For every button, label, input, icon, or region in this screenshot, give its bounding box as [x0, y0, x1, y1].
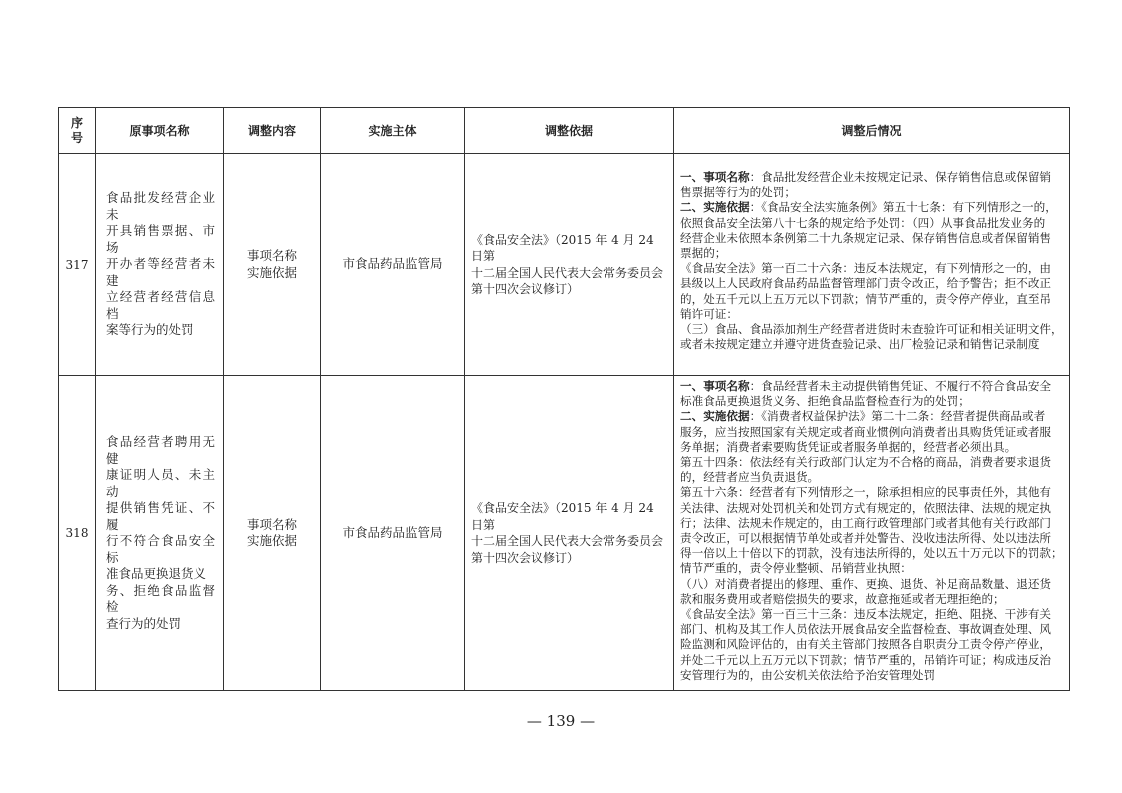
line-text: 或者未按规定建立并遵守进货查验记录、出厂检验记录和销售记录制度: [680, 337, 1040, 352]
text-line: [680, 307, 1065, 322]
text-line: [680, 622, 1065, 637]
text-line: [680, 409, 1065, 424]
text-line: [680, 292, 1065, 307]
header-row: [59, 108, 1070, 154]
line-text: 务单据；消费者索要购货凭证或者服务单据的，经营者必须出具。: [680, 439, 1017, 454]
line-text: 标准食品更换退货义务、拒绝食品监督检查行为的处罚；: [680, 394, 970, 409]
text-line: 案等行为的处罚: [106, 322, 194, 338]
text-line: [680, 668, 1065, 683]
line-text: 《食品安全法》第一百二十六条：违反本法规定，有下列情形之一的，由: [680, 261, 1052, 276]
header-original-name: 原事项名称: [96, 108, 224, 154]
header-no: [59, 108, 96, 154]
original-item-name: [96, 376, 224, 691]
line-text: 票据的；: [680, 246, 727, 261]
text-line: [680, 425, 1065, 440]
line-text: 责令改正，可以根据情节单处或者并处警告、没收违法所得、处以违法所: [680, 531, 1052, 546]
bold-label: 一、事项名称: [680, 379, 750, 393]
bold-label: 一、事项名称: [680, 170, 750, 184]
text-line: [680, 592, 1065, 607]
implementing-subject: 市食品药品监管局: [321, 376, 465, 691]
text-line: [680, 470, 1065, 485]
text-line: 《食品安全法》（2015 年 4 月 24 日第: [471, 232, 654, 263]
line-text: 销许可证：: [680, 306, 738, 321]
text-line: [680, 276, 1065, 291]
line-text: 第五十六条：经营者有下列情形之一，除承担相应的民事责任外，其他有: [680, 485, 1052, 500]
header-adjust-content: 调整内容: [224, 108, 321, 154]
text-line: 第十四次会议修订）: [471, 550, 580, 565]
text-line: [680, 485, 1065, 500]
bold-label: 二、实施依据: [680, 200, 750, 215]
text-line: 事项名称: [246, 516, 297, 532]
text-line: 查行为的处罚: [106, 615, 182, 631]
text-line: 实施依据: [246, 264, 297, 280]
text-line: 提供销售凭证、不履: [106, 500, 215, 532]
line-text: （三）食品、食品添加剂生产经营者进货时未查验许可证和相关证明文件，: [680, 322, 1063, 337]
text-line: [680, 170, 1065, 185]
text-line: 食品批发经营企业未: [106, 190, 215, 222]
text-line: 实施依据: [246, 533, 297, 548]
line-text: 的，经营者应当负责退货。: [680, 470, 820, 485]
text-line: 准食品更换退货义: [106, 566, 207, 581]
text-line: 食品经营者聘用无健: [106, 434, 215, 466]
text-line: [680, 440, 1065, 455]
text-line: [680, 561, 1065, 576]
implementing-subject: 市食品药品监管局: [321, 154, 465, 376]
text-line: [680, 607, 1065, 622]
line-text: ：《消费者权益保护法》第二十二条：经营者提供商品或者: [749, 409, 1046, 424]
line-text: 安管理行为的，由公安机关依法给予治安管理处罚: [680, 667, 936, 682]
text-line: [680, 185, 1065, 200]
text-line: [680, 246, 1065, 261]
line-text: 得一倍以上十倍以下的罚款，没有违法所得的，处以五十万元以下的罚款；: [680, 546, 1063, 561]
text-line: 开具销售票据、市场: [106, 223, 215, 255]
line-text: 关法律、法规对处罚机关和处罚方式有规定的，依照法律、法规的规定执: [680, 500, 1052, 515]
line-text: ：食品批发经营企业未按规定记录、保存销售信息或保留销: [749, 170, 1052, 184]
text-line: [680, 455, 1065, 470]
line-text: ：食品经营者未主动提供销售凭证、不履行不符合食品安全: [749, 379, 1052, 393]
row-number: 318: [59, 376, 96, 691]
line-text: 行；法律、法规未作规定的，由工商行政管理部门或者其他有关行政部门: [680, 515, 1052, 530]
line-text: 并处二千元以上五万元以下罚款；情节严重的，吊销许可证；构成违反治: [680, 652, 1052, 667]
page-number: — 139 —: [526, 712, 596, 730]
text-line: 开办者等经营者未建: [106, 256, 215, 288]
text-line: [680, 653, 1065, 668]
text-line: [680, 322, 1065, 337]
text-line: [680, 516, 1065, 531]
adjust-content: [224, 376, 321, 691]
text-line: 康证明人员、未主动: [106, 467, 215, 499]
text-line: 务、拒绝食品监督检: [106, 582, 215, 614]
line-text: 险监测和风险评估的，由有关主管部门按照各自职责分工责令停产停业，: [680, 637, 1052, 652]
line-text: 款和服务费用或者赔偿损失的要求，故意拖延或者无理拒绝的；: [680, 591, 1005, 606]
line-text: 情节严重的，责令停业整顿、吊销营业执照：: [680, 561, 912, 576]
adjust-basis: [465, 154, 674, 376]
adjust-content: [224, 154, 321, 376]
header-subject: 实施主体: [321, 108, 465, 154]
text-line: [680, 577, 1065, 592]
header-no-label: 序号: [70, 115, 83, 145]
text-line: [680, 231, 1065, 246]
line-text: 县级以上人民政府食品药品监督管理部门责令改正，给予警告；拒不改正: [680, 276, 1052, 291]
text-line: [680, 337, 1065, 352]
line-text: 《食品安全法》第一百三十三条：违反本法规定，拒绝、阻挠、干涉有关: [680, 607, 1052, 622]
line-text: 部门、机构及其工作人员依法开展食品安全监督检查、事故调查处理、风: [680, 622, 1052, 637]
header-basis: 调整依据: [465, 108, 674, 154]
adjust-basis: [465, 376, 674, 691]
text-line: 第十四次会议修订）: [471, 282, 580, 296]
text-line: 十二届全国人民代表大会常务委员会: [471, 265, 664, 280]
original-item-name: [96, 154, 224, 376]
text-line: [680, 531, 1065, 546]
text-line: [680, 200, 1065, 215]
line-text: 服务，应当按照国家有关规定或者商业惯例向消费者出具购货凭证或者服: [680, 424, 1052, 439]
text-line: 立经营者经营信息档: [106, 289, 215, 321]
table-row: [59, 154, 1070, 376]
text-line: [680, 216, 1065, 231]
line-text: 第五十四条：依法经有关行政部门认定为不合格的商品，消费者要求退货: [680, 455, 1052, 470]
after-adjustment: [674, 376, 1070, 691]
text-line: 《食品安全法》（2015 年 4 月 24 日第: [471, 501, 654, 532]
line-text: ：《食品安全法实施条例》第五十七条：有下列情形之一的，: [749, 200, 1057, 215]
line-text: 售票据等行为的处罚；: [680, 185, 796, 200]
after-adjustment: [674, 154, 1070, 376]
text-line: 行不符合食品安全标: [106, 533, 215, 565]
line-text: 的，处五千元以上五万元以下罚款；情节严重的，责令停产停业，直至吊: [680, 291, 1052, 306]
bold-label: 二、实施依据: [680, 409, 750, 424]
adjustment-table: [58, 107, 1070, 691]
line-text: 经营企业未依照本条例第二十九条规定记录、保存销售信息或者保留销售: [680, 230, 1052, 245]
row-number: 317: [59, 154, 96, 376]
text-line: [680, 637, 1065, 652]
line-text: （八）对消费者提出的修理、重作、更换、退货、补足商品数量、退还货: [680, 576, 1052, 591]
text-line: 事项名称: [246, 248, 297, 263]
text-line: [680, 261, 1065, 276]
text-line: 十二届全国人民代表大会常务委员会: [471, 534, 664, 548]
text-line: [680, 379, 1065, 394]
line-text: 依照食品安全法第八十七条的规定给予处罚：（四）从事食品批发业务的: [680, 215, 1046, 230]
text-line: [680, 501, 1065, 516]
header-after: 调整后情况: [674, 108, 1070, 154]
text-line: [680, 546, 1065, 561]
table-row: [59, 376, 1070, 691]
text-line: [680, 394, 1065, 409]
